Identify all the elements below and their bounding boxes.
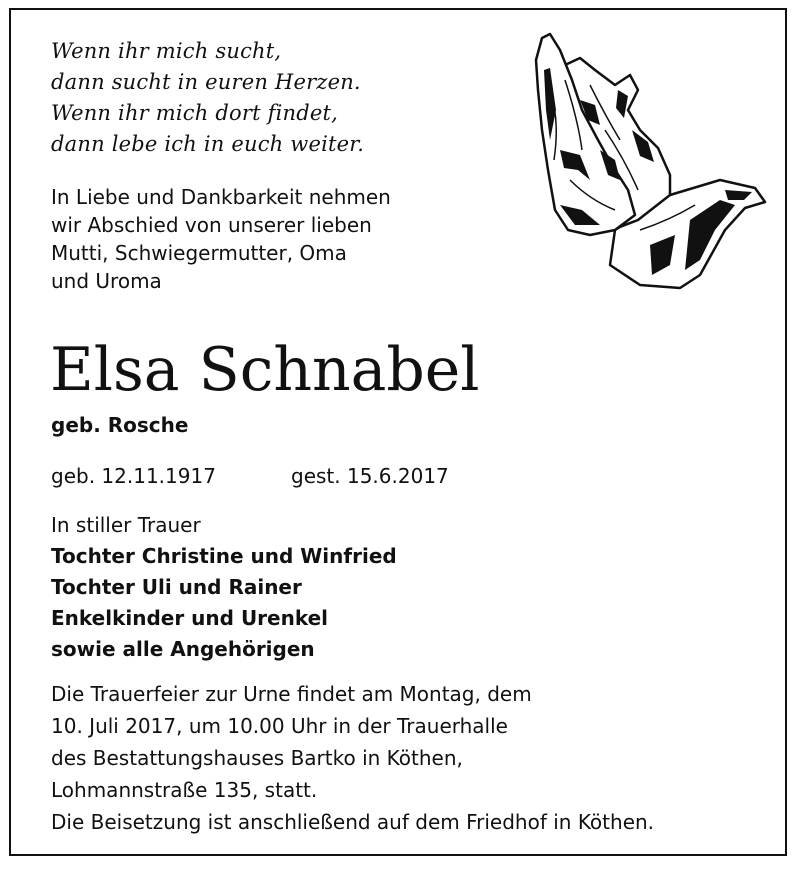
service-line: Die Beisetzung ist anschließend auf dem Friedhof in Köthen.: [51, 810, 655, 834]
poem: [51, 36, 364, 160]
deceased-name: Elsa Schnabel: [50, 335, 480, 405]
service-info: [51, 678, 654, 838]
service-line: Die Trauerfeier zur Urne findet am Montag, dem: [51, 682, 532, 706]
service-line: des Bestattungshauses Bartko in Köthen,: [51, 746, 463, 770]
mourner-name: Enkelkinder und Urenkel: [51, 606, 329, 630]
poem-line: dann sucht in euren Herzen.: [51, 70, 361, 94]
service-line: 10. Juli 2017, um 10.00 Uhr in der Trauerhalle: [51, 714, 508, 738]
maiden-name: geb. Rosche: [51, 413, 189, 437]
poem-line: Wenn ihr mich sucht,: [51, 39, 282, 63]
death-date: gest. 15.6.2017: [291, 464, 449, 488]
poem-line: Wenn ihr mich dort findet,: [51, 101, 339, 125]
mourner-name: sowie alle Angehörigen: [51, 637, 315, 661]
praying-hands-icon: [520, 30, 770, 295]
intro-line: Mutti, Schwiegermutter, Oma: [51, 241, 347, 265]
service-line: Lohmannstraße 135, statt.: [51, 778, 318, 802]
intro-line: In Liebe und Dankbarkeit nehmen: [51, 185, 391, 209]
birth-date: geb. 12.11.1917: [51, 464, 216, 488]
intro-text: [51, 183, 391, 295]
poem-line: dann lebe ich in euch weiter.: [51, 132, 365, 156]
mourners-heading: In stiller Trauer: [51, 513, 201, 537]
mourner-name: Tochter Uli und Rainer: [51, 575, 302, 599]
mourners-list: [51, 510, 397, 665]
life-dates: [51, 462, 449, 490]
mourner-name: Tochter Christine und Winfried: [51, 544, 397, 568]
intro-line: und Uroma: [51, 269, 162, 293]
intro-line: wir Abschied von unserer lieben: [51, 213, 372, 237]
